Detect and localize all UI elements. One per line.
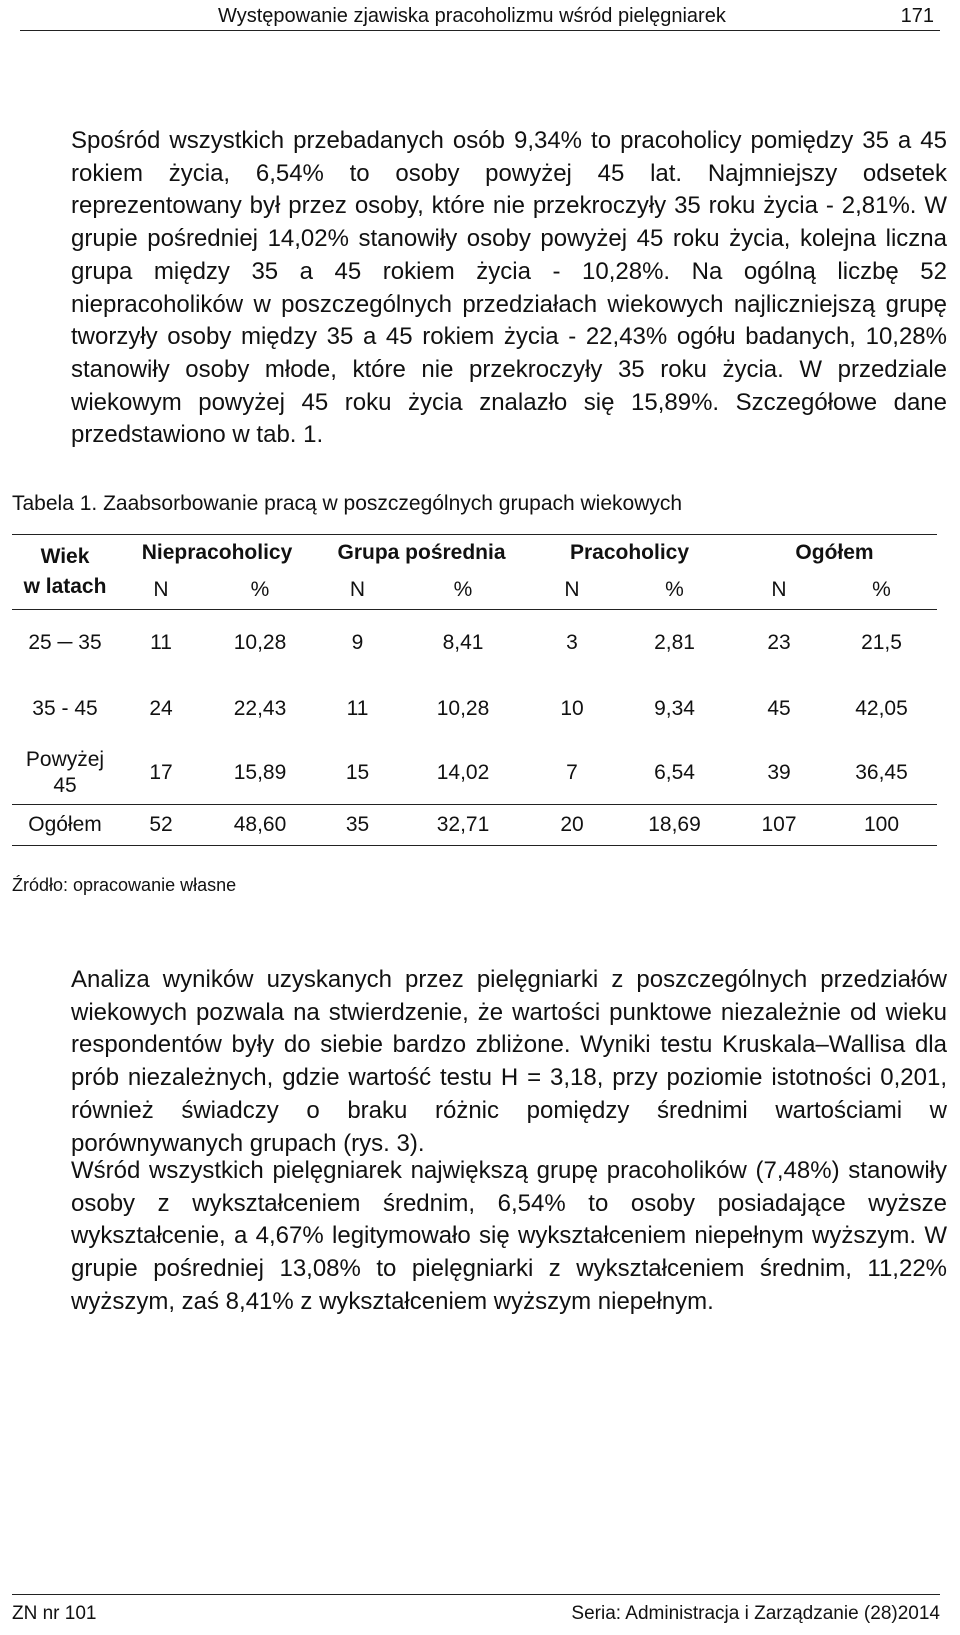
group-header: Grupa pośrednia	[316, 535, 527, 572]
table-cell: 10,28	[436, 697, 490, 720]
table-cell: 52	[118, 805, 204, 846]
footer-issue: ZN nr 101	[12, 1603, 97, 1624]
table-cell: 7	[566, 761, 578, 784]
subheader-cell: %	[617, 571, 732, 610]
table-source: Źródło: opracowanie własne	[12, 875, 237, 895]
paragraph-3	[71, 1155, 947, 1319]
row-label: Ogółem	[12, 805, 118, 846]
table-cell: 100	[826, 805, 937, 846]
table-cell: 32,71	[399, 805, 527, 846]
corner-line-2: w latach	[23, 575, 107, 598]
table-cell: 11	[150, 631, 172, 654]
paragraph-2-text: Analiza wyników uzyskanych przez pielęgniarki z poszczególnych przedziałów wiekowych pozwala na stwierdzenie, że wartości punktowe niezależnie od wieku respondentów były do siebie bardzo zbliżone. Wyniki testu Kruskala–Wallisa dla prób niezależnych, gdzie wartość testu H = 3,18, przy poziomie istotności 0,201, również świadczy o braku różnic pomiędzy średnimi wartościami w porównywanych grupach (rys. 3).	[71, 966, 947, 1157]
table-cell: 2,81	[654, 631, 695, 654]
subheader-cell: N	[118, 571, 204, 610]
running-footer	[12, 1594, 940, 1629]
table-cell: 18,69	[617, 805, 732, 846]
table-cell: 35	[316, 805, 399, 846]
table-cell: 23	[767, 631, 791, 654]
row-label: 35 - 45	[32, 697, 98, 720]
row-label-line-2: 45	[53, 774, 77, 797]
subheader-cell: %	[399, 571, 527, 610]
table-cell: 45	[767, 697, 791, 720]
table-caption: Tabela 1. Zaabsorbowanie pracą w poszczególnych grupach wiekowych	[12, 492, 683, 515]
corner-header	[12, 535, 118, 610]
table-row	[12, 676, 937, 742]
table-row	[12, 742, 937, 805]
header-title: Występowanie zjawiska pracoholizmu wśród pielęgniarek	[218, 5, 726, 27]
table-cell: 42,05	[855, 697, 908, 720]
table-header-row	[12, 535, 937, 572]
table-cell: 15,89	[233, 761, 287, 784]
subheader-cell: N	[527, 571, 617, 610]
table-cell: 3	[566, 631, 578, 654]
table-cell: 39	[767, 761, 791, 784]
table-cell: 24	[149, 697, 173, 720]
subheader-cell: N	[732, 571, 826, 610]
page-number: 171	[900, 5, 934, 27]
subheader-cell: %	[204, 571, 316, 610]
running-header	[20, 2, 940, 31]
row-label	[12, 742, 118, 805]
table-cell: 9,34	[654, 697, 695, 720]
table-cell: 107	[732, 805, 826, 846]
table-cell: 15	[345, 761, 370, 784]
table-cell: 17	[149, 761, 173, 784]
table-cell: 20	[527, 805, 617, 846]
subheader-cell: %	[826, 571, 937, 610]
group-header: Niepracoholicy	[118, 535, 316, 572]
paragraph-1-text: Spośród wszystkich przebadanych osób 9,34% to pracoholicy pomiędzy 35 a 45 rokiem życia, 6,54% to osoby powyżej 45 lat. Najmniejszy odsetek reprezentowany był przez osoby, które nie przekroczyły 35 roku życia - 2,81%. W grupie pośredniej 14,02% stanowiły osoby powyżej 45 roku życia, kolejna liczna grupa między 35 a 45 rokiem życia - 10,28%. Na ogólną liczbę 52 niepracoholików w poszczególnych przedziałach wiekowych najliczniejszą grupę tworzyły osoby między 35 a 45 rokiem życia - 22,43% ogółu badanych, 10,28% stanowiły osoby młode, które nie przekroczyły 35 roku życia. W przedziale wiekowym powyżej 45 roku życia znalazło się 15,89%. Szczegółowe dane przedstawiono w tab. 1.	[71, 127, 947, 449]
group-header: Pracoholicy	[527, 535, 732, 572]
table-cell: 10	[560, 697, 584, 720]
table-cell: 9	[351, 631, 364, 654]
table-cell: 11	[346, 697, 369, 720]
table-total-row	[12, 805, 937, 846]
paragraph-2	[71, 964, 947, 1160]
subheader-cell: N	[316, 571, 399, 610]
table-subheader-row	[12, 571, 937, 610]
group-header: Ogółem	[732, 535, 937, 572]
data-table	[12, 534, 937, 846]
table-cell: 36,45	[855, 761, 908, 784]
table-cell: 6,54	[654, 761, 695, 784]
table-cell: 8,41	[442, 631, 484, 654]
corner-line-1: Wiek	[40, 545, 90, 568]
table-cell: 22,43	[233, 697, 287, 720]
paragraph-3-text: Wśród wszystkich pielęgniarek największą grupę pracoholików (7,48%) stanowiły osoby z wykształceniem średnim, 6,54% to osoby posiadające wyższe wykształcenie, a 4,67% legitymowało się wykształceniem niepełnym wyższym. W grupie pośredniej 13,08% to pielęgniarki z wykształceniem średnim, 11,22% wyższym, zaś 8,41% z wykształceniem wyższym niepełnym.	[71, 1157, 947, 1315]
paragraph-1	[71, 125, 947, 452]
table-cell: 10,28	[233, 631, 287, 654]
table-row	[12, 610, 937, 677]
row-label: 25 ─ 35	[28, 631, 102, 654]
table-cell: 14,02	[436, 761, 490, 784]
table-cell: 48,60	[204, 805, 316, 846]
table-cell: 21,5	[861, 631, 902, 654]
footer-series: Seria: Administracja i Zarządzanie (28)2014	[571, 1603, 940, 1624]
row-label-line-1: Powyżej	[25, 748, 105, 771]
